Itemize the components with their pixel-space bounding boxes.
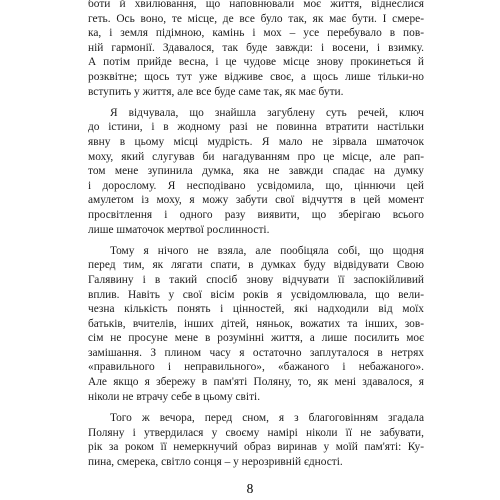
text-line: сім не просуне мене в розумінні життя, а лише посилить моє: [88, 332, 424, 345]
text-line: і дорослому. Я несподівано усвідомила, що, ціннючи цей: [88, 179, 424, 192]
text-line: батьків, вчителів, інших дітей, няньок, вожатих та інших, зов-: [88, 317, 424, 330]
text-line: чезна кількість понять і цінностей, які надходили від моїх: [88, 303, 424, 316]
text-line: рік за роком її немеркнучий образ виринав у моїй пам'яті: Ку-: [88, 441, 424, 454]
text-line: Але якщо я збережу в пам'яті Поляну, то, як мені здавалося, я: [88, 376, 424, 389]
text-line: пина, смерека, світло сонця – у нерозривній єдності.: [88, 455, 343, 468]
text-line: вплив. Навіть у свої вісім років я усвідомлювала, що вели-: [88, 288, 424, 301]
text-line: А потім прийде весна, і це чудове місце знову прокинеться й: [88, 56, 424, 69]
text-line: до істини, і в жодному разі не повинна втратити настільки: [88, 121, 424, 134]
text-line: амулетом із моху, я можу забути свої відчуття в цей момент: [88, 194, 424, 207]
text-line: явну в цьому місці мудрість. Я мало не зірвала шматочок: [88, 135, 424, 148]
text-line: моху, який слугував би нагадуванням про це місце, але рап-: [88, 150, 424, 163]
text-line: Поляну і утвердилася у своєму намірі ніколи її не забувати,: [88, 426, 424, 439]
text-line: розквітне; щось тут уже відживе своє, а щось лише тільки-но: [88, 70, 424, 83]
text-line: Галявину і в такий спосіб знову відчувати її заспокійливий: [88, 273, 424, 286]
text-line: Я відчувала, що знайшла загублену суть речей, ключ: [110, 106, 424, 119]
text-line: просвітлення і одного разу виявити, що зберігаю всього: [88, 208, 424, 221]
text-line: перед тим, як лягати спати, в думках буду відвідувати Свою: [88, 259, 424, 272]
page-number: 8: [246, 481, 254, 496]
text-line: вступить у життя, але все буде саме так, як має бути.: [88, 85, 344, 98]
text-line: Того ж вечора, перед сном, я з благоговінням згадала: [110, 411, 424, 424]
text-line: ній гармонії. Здавалося, так буде завжди: і восени, і взимку.: [88, 41, 424, 54]
text-line: лише шматочок мертвої рослинності.: [88, 223, 270, 236]
text-line: боти й хвилювання, що наповнювали моє життя, віднеслися: [88, 0, 424, 10]
text-line: «правильного і неправильного», «бажаного і небажаного».: [88, 361, 424, 374]
text-line: Тому я нічого не взяла, але пообіцяла собі, що щодня: [110, 244, 424, 257]
text-line: ка, і земля підімною, камінь і мох – усе перебувало в пов-: [88, 27, 424, 40]
text-line: ніколи не втрачу себе в цьому світі.: [88, 390, 261, 403]
text-line: замішання. З плином часу я остаточно заплуталося в нетрях: [88, 346, 424, 359]
text-line: том мене зупинила думка, яка не завжди спадає на думку: [88, 165, 424, 178]
text-line: геть. Ось воно, те місце, де все було так, як має бути. І смере-: [88, 12, 424, 25]
